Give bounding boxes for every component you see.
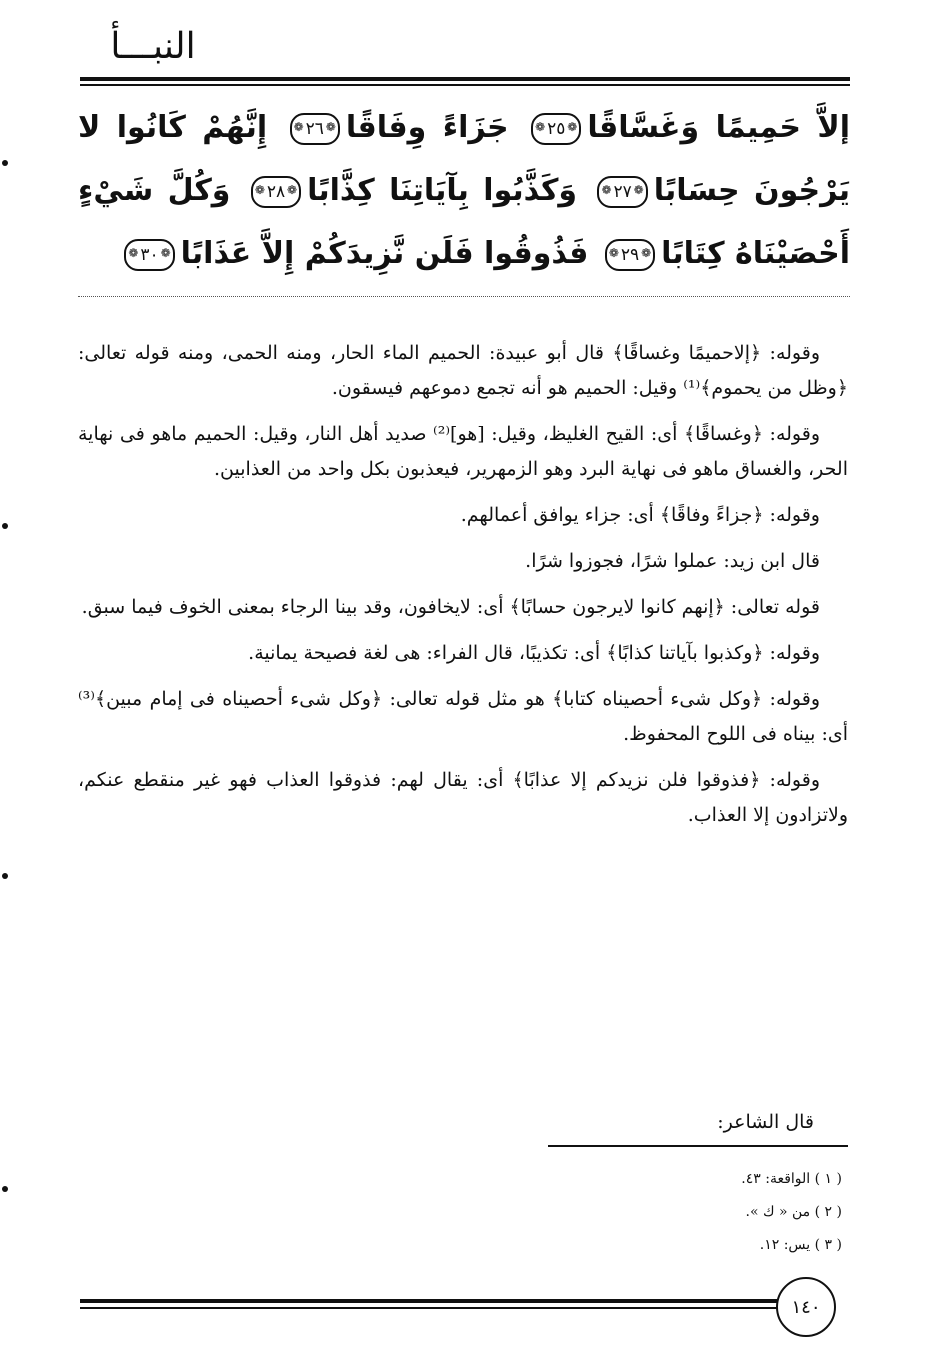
footnote-item: ( ١ ) الواقعة: ٤٣. — [741, 1171, 842, 1187]
header-rule-thin — [80, 84, 850, 86]
verse-text: فَذُوقُوا فَلَن نَّزِيدَكُمْ إِلاَّ عَذَابًا — [180, 236, 589, 271]
ayah-number-marker: ❁ ٢٩ ❁ — [605, 239, 655, 271]
scan-mark — [2, 873, 8, 879]
commentary-body — [78, 336, 848, 844]
commentary-paragraph: وقوله: ﴿جزاءً وفاقًا﴾ أى: جزاء يوافق أعمالهم. — [460, 504, 820, 526]
commentary-paragraph: قال ابن زيد: عملوا شرًا، فجوزوا شرًا. — [525, 550, 820, 572]
footnote-separator — [548, 1145, 848, 1147]
footnote-item: ( ٣ ) يس: ١٢. — [759, 1237, 842, 1253]
ayah-number-marker: ❁ ٢٧ ❁ — [597, 176, 647, 208]
ayah-number-marker: ❁ ٣٠ ❁ — [124, 239, 174, 271]
poet-intro: قال الشاعر: — [717, 1111, 814, 1133]
ayah-number-marker: ❁ ٢٦ ❁ — [290, 113, 340, 145]
footer-rule-thin — [80, 1307, 777, 1309]
scan-mark — [2, 160, 8, 166]
footer-rule — [80, 1299, 777, 1303]
quran-verses — [78, 96, 850, 285]
verse-text: وَكَذَّبُوا بِآيَاتِنَا كِذَّابًا — [307, 173, 578, 208]
verse-text: وَكُلَّ شَيْءٍ أَحْصَيْنَاهُ كِتَابًا — [78, 173, 850, 271]
commentary-paragraph: قوله تعالى: ﴿إنهم كانوا لايرجون حسابًا﴾ أى: لايخافون، وقد بينا الرجاء بمعنى الخوف فيما سبق. — [81, 596, 820, 618]
page-number-circle: ١٤٠ — [776, 1277, 836, 1337]
commentary-paragraph: وقوله: ﴿وكذبوا بآياتنا كذابًا﴾ أى: تكذيبًا، قال الفراء: هى لغة فصيحة يمانية. — [248, 642, 820, 664]
scan-mark — [2, 523, 8, 529]
verse-text: إلاَّ حَمِيمًا وَغَسَّاقًا — [587, 110, 851, 145]
scan-mark — [2, 1186, 8, 1192]
footnotes — [560, 1163, 842, 1262]
header-rule — [80, 77, 850, 81]
verse-text: جَزَاءً وِفَاقًا — [345, 110, 509, 145]
commentary-paragraph: وقوله: ﴿وكل شىء أحصيناه كتابا﴾ هو مثل قوله تعالى: ﴿وكل شىء أحصيناه فى إمام مبين﴾⁽³⁾ أى: بيناه فى اللوح المحفوظ. — [78, 688, 848, 745]
footnote-item: ( ٢ ) من « ك ». — [745, 1204, 842, 1220]
commentary-paragraph: وقوله: ﴿إلاحميمًا وغساقًا﴾ قال أبو عبيدة: الحميم الماء الحار، ومنه الحمى، ومنه قوله تعالى: ﴿وظل من يحموم﴾⁽¹⁾ وقيل: الحميم هو أنه تجمع دموعهم فيسقون. — [78, 342, 848, 399]
commentary-paragraph: وقوله: ﴿وغساقًا﴾ أى: القيح الغليظ، وقيل: [هو]⁽²⁾ صديد أهل النار، وقيل: الحميم ماهو فى نهاية الحر، والغساق ماهو فى نهاية البرد وهو الزمهرير، فيعذبون بكل واحد من العذابين. — [78, 423, 848, 480]
verses-divider — [78, 296, 850, 297]
surah-title: النبـــأ — [110, 26, 196, 67]
verse-text: إِنَّهُمْ كَانُوا لا يَرْجُونَ حِسَابًا — [78, 110, 851, 208]
commentary-paragraph: وقوله: ﴿فذوقوا فلن نزيدكم إلا عذابًا﴾ أى: يقال لهم: فذوقوا العذاب فهو غير منقطع عنكم، ولاتزادون إلا العذاب. — [78, 769, 848, 826]
ayah-number-marker: ❁ ٢٨ ❁ — [251, 176, 301, 208]
ayah-number-marker: ❁ ٢٥ ❁ — [531, 113, 581, 145]
